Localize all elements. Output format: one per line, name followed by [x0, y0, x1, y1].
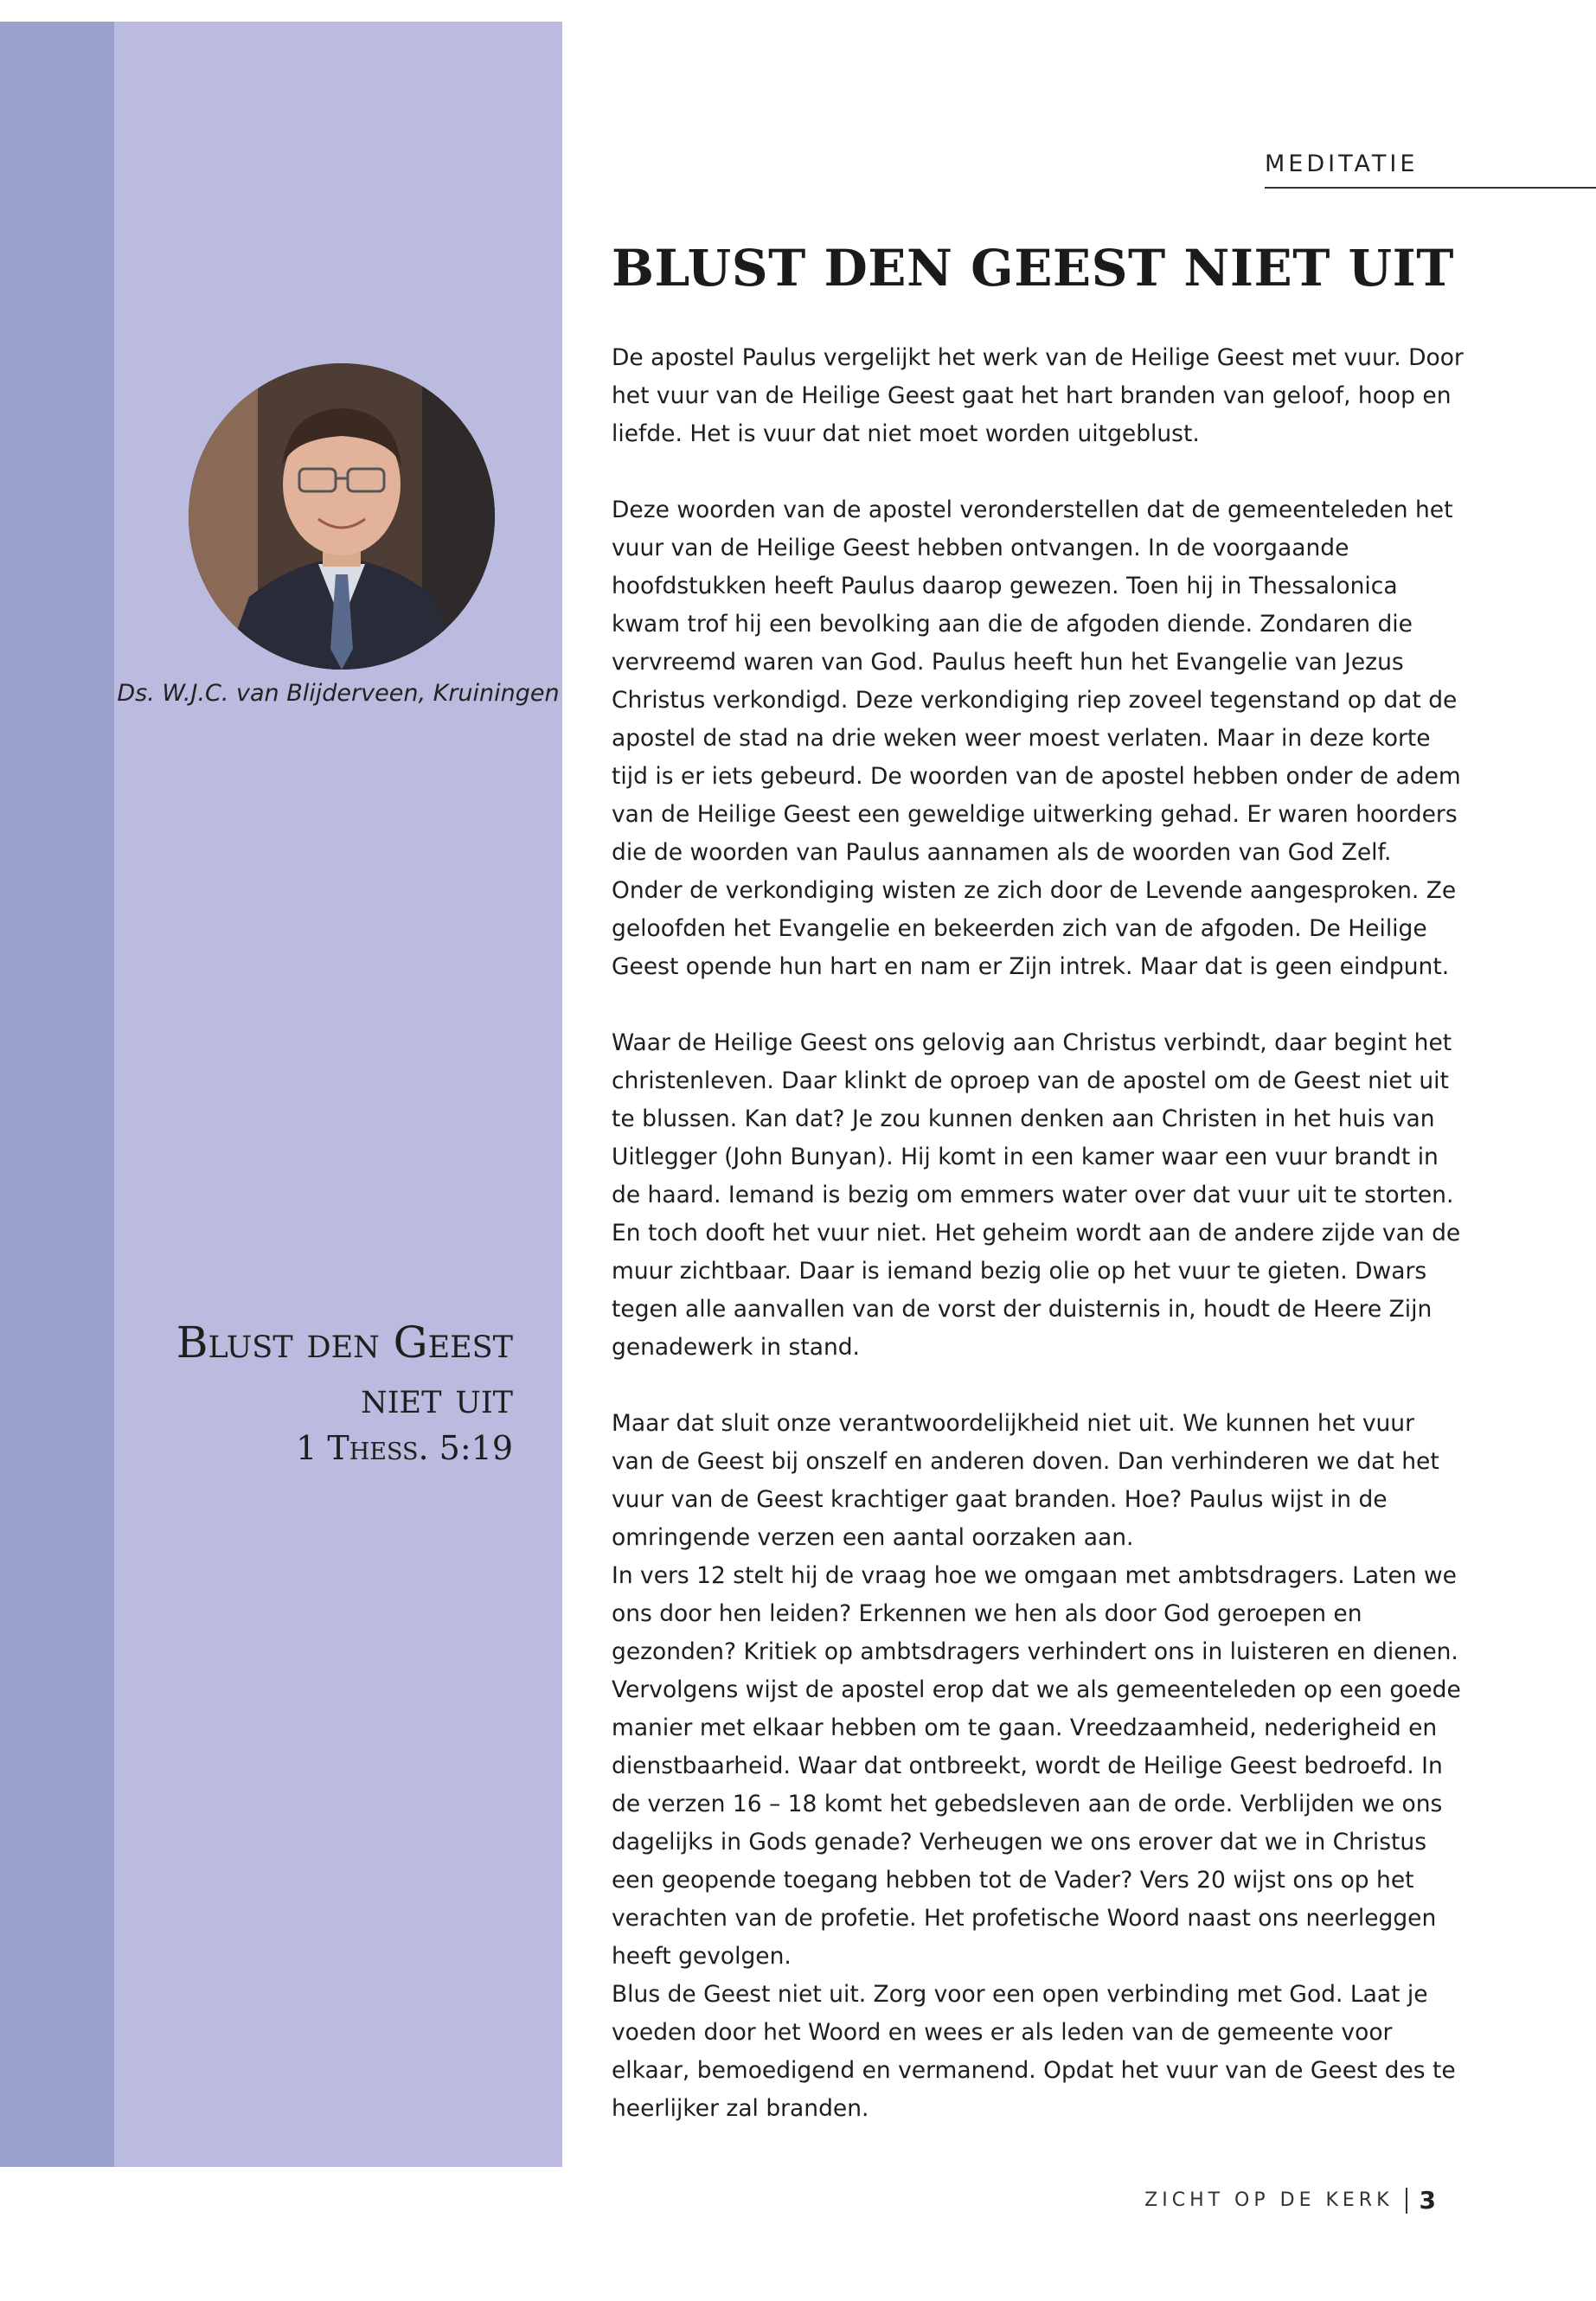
section-rule: [1265, 187, 1596, 189]
pull-quote: [98, 1315, 513, 1471]
section-label: MEDITATIE: [1265, 151, 1419, 177]
pull-quote-reference: 1 Thess. 5:19: [296, 1429, 513, 1467]
article-body: [612, 339, 1464, 2128]
sidebar-band-light: [114, 22, 562, 2167]
author-photo: [189, 363, 495, 670]
article-title: BLUST DEN GEEST NIET UIT: [612, 239, 1454, 298]
paragraph: In vers 12 stelt hij de vraag hoe we omgaan met ambtsdragers. Laten we ons door hen leiden? Erkennen we hen als door God geroepen en gezonden? Kritiek op ambtsdragers verhindert ons in luisteren en dienen. Vervolgens wijst de apostel erop dat we als gemeenteleden op een goede manier met elkaar hebben om te gaan. Vreedzaamheid, nederigheid en dienstbaarheid. Waar dat ontbreekt, wordt de Heilige Geest bedroefd. In de verzen 16 – 18 komt het gebedsleven aan de orde. Verblijden we ons dagelijks in Gods genade? Verheugen we ons erover dat we in Christus een geopende toegang hebben tot de Vader? Vers 20 wijst ons op het verachten van de profetie. Het profetische Woord naast ons neerleggen heeft gevolgen.: [612, 1562, 1461, 1970]
author-caption: Ds. W.J.C. van Blijderveen, Kruiningen: [117, 680, 560, 707]
paragraph: Blus de Geest niet uit. Zorg voor een open verbinding met God. Laat je voeden door het Woord en wees er als leden van de gemeente voor elkaar, bemoedigend en vermanend. Opdat het vuur van de Geest des te heerlijker zal branden.: [612, 1981, 1456, 2122]
paragraph: De apostel Paulus vergelijkt het werk van de Heilige Geest met vuur. Door het vuur van de Heilige Geest gaat het hart branden van geloof, hoop en liefde. Het is vuur dat niet moet worden uitgeblust.: [612, 344, 1464, 447]
paragraph: Waar de Heilige Geest ons gelovig aan Christus verbindt, daar begint het christenleven. Daar klinkt de oproep van de apostel om de Geest niet uit te blussen. Kan dat? Je zou kunnen denken aan Christen in het huis van Uitlegger (John Bunyan). Hij komt in een kamer waar een vuur brandt in de haard. Iemand is bezig om emmers water over dat vuur uit te storten. En toch dooft het vuur niet. Het geheim wordt aan de andere zijde van de muur zichtbaar. Daar is iemand bezig olie op het vuur te gieten. Dwars tegen alle aanvallen van de vorst der duisternis in, houdt de Heere Zijn genadewerk in stand.: [612, 1029, 1461, 1361]
paragraph: Maar dat sluit onze verantwoordelijkheid niet uit. We kunnen het vuur van de Geest bij onszelf en anderen doven. Dan verhinderen we dat het vuur van de Geest krachtiger gaat branden. Hoe? Paulus wijst in de omringende verzen een aantal oorzaken aan.: [612, 1410, 1439, 1551]
footer-divider: [1406, 2188, 1407, 2214]
pull-quote-line1: Blust den Geest: [176, 1317, 513, 1368]
sidebar-band-dark: [0, 22, 114, 2167]
page-footer: [1144, 2186, 1436, 2214]
pull-quote-line2: niet uit: [361, 1373, 513, 1423]
magazine-name: ZICHT OP DE KERK: [1144, 2189, 1394, 2211]
paragraph: Deze woorden van de apostel veronderstellen dat de gemeenteleden het vuur van de Heilige Geest hebben ontvangen. In de voorgaande hoofdstukken heeft Paulus daarop gewezen. Toen hij in Thessalonica kwam trof hij een bevolking aan die de afgoden diende. Zondaren die vervreemd waren van God. Paulus heeft hun het Evangelie van Jezus Christus verkondigd. Deze verkondiging riep zoveel tegenstand op dat de apostel de stad na drie weken weer moest verlaten. Maar in deze korte tijd is er iets gebeurd. De woorden van de apostel hebben onder de adem van de Heilige Geest een geweldige uitwerking gehad. Er waren hoorders die de woorden van Paulus aannamen als de woorden van God Zelf. Onder de verkondiging wisten ze zich door de Levende aangesproken. Ze geloofden het Evangelie en bekeerden zich van de afgoden. De Heilige Geest opende hun hart en nam er Zijn intrek. Maar dat is geen eindpunt.: [612, 497, 1461, 980]
page-number: 3: [1419, 2186, 1436, 2214]
